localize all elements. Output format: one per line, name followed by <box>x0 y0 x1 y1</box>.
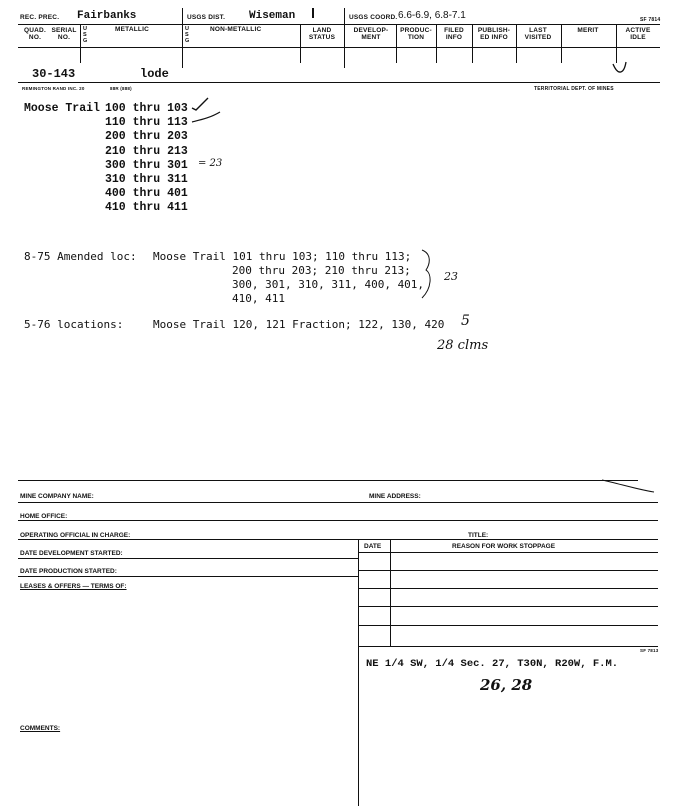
usgs-coord-value: 6.6-6.9, 6.8-7.1 <box>398 10 466 21</box>
usgs-dist-value: Wiseman <box>249 10 296 22</box>
comments-col-border <box>358 646 359 806</box>
metallic-value: lode <box>140 67 169 81</box>
col-divider <box>396 25 397 63</box>
hand-mark: = 23 <box>198 158 223 169</box>
claim-range: 310 thru 311 <box>105 173 188 187</box>
claim-name: Moose Trail <box>24 102 100 115</box>
col-divider <box>436 25 437 63</box>
amended-line3: 300, 301, 310, 311, 400, 401, <box>232 278 425 291</box>
header-divider <box>344 8 345 68</box>
table-rule <box>358 625 658 626</box>
col-divider <box>300 25 301 63</box>
col-serial-no: SERIAL NO. <box>51 27 77 41</box>
amended-label: 8-75 Amended loc: <box>24 250 137 263</box>
row-rule <box>18 520 658 521</box>
row-rule <box>18 576 358 577</box>
legal-location: NE 1/4 SW, 1/4 Sec. 27, T30N, R20W, F.M. <box>366 658 619 670</box>
handwritten-check-icon <box>190 96 230 136</box>
table-rule <box>358 606 658 607</box>
dept-label: TERRITORIAL DEPT. OF MINES <box>534 86 614 92</box>
col-filed-info: FILED INFO <box>444 27 464 41</box>
hand-sections: 26, 28 <box>480 676 533 694</box>
amended-line1: Moose Trail 101 thru 103; 110 thru 113; <box>153 250 412 263</box>
form-number: SF 7814 <box>640 17 661 23</box>
locations-hand-note: 28 clms <box>437 338 489 353</box>
row-rule <box>18 539 658 540</box>
header-bottom-rule <box>18 82 660 83</box>
locations-hand-total: 5 <box>461 313 470 329</box>
form-number-2: SF 7813 <box>640 648 659 653</box>
date-col-divider <box>390 539 391 647</box>
col-usg-metallic: U S G <box>83 26 88 44</box>
col-active-idle: ACTIVE IDLE <box>625 27 651 41</box>
col-usg-nonmetallic: U S G <box>185 26 190 44</box>
check-mark-icon <box>610 60 630 82</box>
header-mid-rule <box>18 47 660 48</box>
usgs-dist-label: USGS DIST. <box>187 14 226 21</box>
date-prod-started-label: DATE PRODUCTION STARTED: <box>20 568 117 575</box>
date-col-border <box>358 539 359 647</box>
mine-company-name-label: MINE COMPANY NAME: <box>20 493 94 500</box>
col-divider <box>80 25 81 63</box>
claim-range: 110 thru 113 <box>105 116 188 130</box>
row-rule <box>18 558 358 559</box>
col-last-visited: LAST VISITED <box>524 27 552 41</box>
col-divider <box>616 25 617 63</box>
rec-prec-value: Fairbanks <box>77 10 137 22</box>
claim-range: 400 thru 401 <box>105 187 188 201</box>
serial-value: 30-143 <box>32 67 76 81</box>
date-col-header: DATE <box>364 543 382 550</box>
header-divider <box>182 8 183 68</box>
claim-range: 200 thru 203 <box>105 130 188 144</box>
col-divider <box>561 25 562 63</box>
amended-hand-total: 23 <box>444 270 458 283</box>
col-divider <box>472 25 473 63</box>
printer-note: REMINGTON RAND INC. 20 <box>22 86 85 91</box>
mine-address-label: MINE ADDRESS: <box>369 493 421 500</box>
title-label: TITLE: <box>468 532 489 539</box>
table-rule <box>358 552 658 553</box>
col-development: DEVELOP-MENT <box>353 27 389 41</box>
table-rule <box>358 646 658 647</box>
leases-label: LEASES & OFFERS — TERMS OF: <box>20 583 127 590</box>
table-rule <box>358 588 658 589</box>
usgs-coord-label: USGS COORD. <box>349 14 398 21</box>
col-metallic: METALLIC <box>115 26 149 33</box>
claim-range: 300 thru 301 <box>105 158 188 172</box>
col-divider <box>516 25 517 63</box>
rec-prec-label: REC. PREC. <box>20 14 60 21</box>
hand-brace-icon <box>418 248 442 302</box>
col-merit: MERIT <box>577 27 599 34</box>
col-published-info: PUBLISH-ED INFO <box>477 27 511 41</box>
locations-label: 5-76 locations: <box>24 318 124 331</box>
row-rule <box>18 502 658 503</box>
amended-line2: 200 thru 203; 210 thru 213; <box>232 264 411 277</box>
date-dev-started-label: DATE DEVELOPMENT STARTED: <box>20 550 123 557</box>
comments-label: COMMENTS: <box>20 725 61 732</box>
claim-range: 210 thru 213 <box>105 144 188 158</box>
reason-col-header: REASON FOR WORK STOPPAGE <box>452 543 556 550</box>
operating-official-label: OPERATING OFFICIAL IN CHARGE: <box>20 532 131 539</box>
locations-text: Moose Trail 120, 121 Fraction; 122, 130, 420 <box>153 318 445 331</box>
amended-line4: 410, 411 <box>232 292 285 305</box>
small-codes: 88R (888) <box>110 86 132 91</box>
header-top-rule <box>18 24 660 25</box>
home-office-label: HOME OFFICE: <box>20 513 68 520</box>
header-tick-mark <box>312 8 314 18</box>
table-rule <box>358 570 658 571</box>
claim-range: 410 thru 411 <box>105 201 188 215</box>
lower-top-rule <box>18 480 638 481</box>
claim-ranges <box>105 102 188 216</box>
col-land-status: LAND STATUS <box>308 27 336 41</box>
col-production: PRODUC-TION <box>400 27 432 41</box>
col-quad-no: QUAD. NO. <box>24 27 46 41</box>
claim-range: 100 thru 103 <box>105 102 188 115</box>
curl-mark-icon <box>600 476 656 496</box>
col-nonmetallic: NON-METALLIC <box>210 26 262 33</box>
